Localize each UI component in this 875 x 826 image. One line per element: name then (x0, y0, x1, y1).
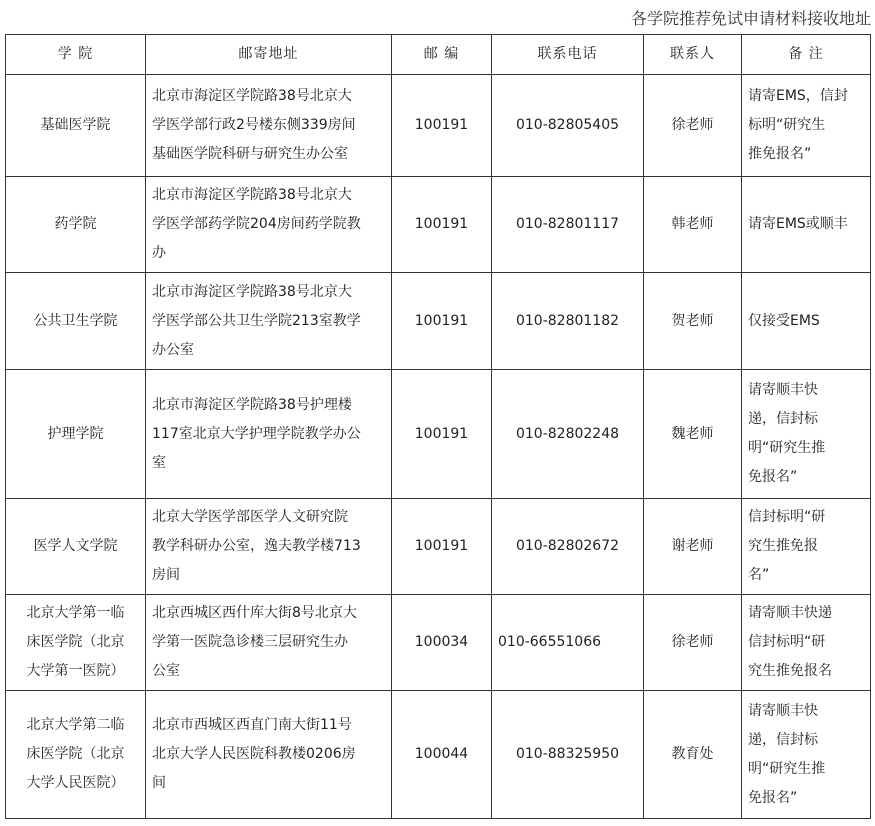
table-row (6, 499, 871, 595)
table-row (6, 177, 871, 273)
address-line: 学医学部药学院204房间药学院教 (152, 216, 361, 232)
contact-cell: 徐老师 (644, 595, 742, 691)
college-cell (6, 370, 146, 499)
note-line: 请寄顺丰快递 (748, 605, 832, 621)
college-line: 大学人民医院） (26, 775, 125, 791)
header-note: 备 注 (742, 35, 871, 75)
header-postcode: 邮 编 (392, 35, 492, 75)
postcode-cell: 100191 (392, 273, 492, 370)
phone-cell: 010-82802248 (492, 370, 644, 499)
table-row (6, 595, 871, 691)
college-line: 公共卫生学院 (33, 312, 118, 329)
note-line: 明“研究生推 (748, 760, 826, 777)
postcode-cell: 100191 (392, 370, 492, 499)
address-line: 学第一医院急诊楼三层研究生办 (152, 634, 348, 650)
note-line: 请寄顺丰快 (748, 382, 818, 398)
address-line: 北京大学人民医院科教楼0206房 (152, 746, 356, 762)
note-cell (742, 273, 871, 370)
note-line: 仅接受EMS (748, 312, 820, 329)
address-line: 北京市海淀区学院路38号北京大 (152, 88, 352, 104)
phone-cell: 010-82805405 (492, 75, 644, 177)
note-line: 究生推免报名 (748, 663, 832, 679)
table-row (6, 370, 871, 499)
college-line: 北京大学第一临 (26, 605, 125, 621)
note-line: 免报名” (748, 469, 798, 485)
note-line: 名” (748, 567, 770, 583)
college-line: 药学院 (54, 216, 97, 232)
college-cell (6, 691, 146, 819)
phone-cell: 010-82801117 (492, 177, 644, 273)
college-cell (6, 177, 146, 273)
postcode-cell: 100191 (392, 75, 492, 177)
college-line: 护理学院 (47, 425, 104, 442)
address-cell (146, 595, 392, 691)
note-cell (742, 75, 871, 177)
table-row (6, 273, 871, 370)
college-cell (6, 75, 146, 177)
college-line: 床医学院（北京 (26, 746, 125, 762)
table-header-row (6, 35, 871, 75)
address-cell (146, 499, 392, 595)
header-address: 邮寄地址 (146, 35, 392, 75)
contact-cell: 贺老师 (644, 273, 742, 370)
address-line: 办 (152, 245, 166, 261)
address-table (5, 34, 871, 819)
contact-cell: 韩老师 (644, 177, 742, 273)
address-cell (146, 691, 392, 819)
address-cell (146, 370, 392, 499)
note-line: 信封标明“研 (748, 634, 826, 650)
contact-cell: 谢老师 (644, 499, 742, 595)
address-line: 房间 (152, 567, 180, 583)
contact-cell: 魏老师 (644, 370, 742, 499)
contact-cell: 徐老师 (644, 75, 742, 177)
college-line: 大学第一医院） (26, 663, 125, 679)
college-line: 床医学院（北京 (26, 634, 125, 650)
college-line: 北京大学第二临 (26, 717, 125, 733)
note-line: 递，信封标 (748, 411, 818, 427)
college-cell (6, 273, 146, 370)
address-line: 学医学部行政2号楼东侧339房间 (152, 117, 356, 133)
note-line: 推免报名” (748, 146, 812, 162)
address-line: 北京市西城区西直门南大街11号 (152, 717, 352, 733)
address-line: 北京市海淀区学院路38号北京大 (152, 283, 352, 300)
page-title: 各学院推荐免试申请材料接收地址 (630, 9, 871, 28)
note-line: 免报名” (748, 789, 798, 806)
phone-cell: 010-88325950 (492, 691, 644, 819)
address-line: 教学科研办公室，逸夫教学楼713 (152, 538, 361, 554)
college-line: 基础医学院 (40, 117, 111, 133)
contact-cell: 教育处 (644, 691, 742, 819)
note-line: 究生推免报 (748, 538, 818, 554)
header-phone: 联系电话 (492, 35, 644, 75)
header-college: 学 院 (6, 35, 146, 75)
note-line: 请寄顺丰快 (748, 702, 818, 719)
address-line: 办公室 (152, 341, 194, 358)
college-cell (6, 595, 146, 691)
address-line: 间 (152, 775, 166, 791)
address-line: 公室 (152, 663, 180, 679)
address-line: 北京西城区西什库大街8号北京大 (152, 605, 357, 621)
postcode-cell: 100034 (392, 595, 492, 691)
address-line: 北京市海淀区学院路38号北京大 (152, 187, 352, 203)
note-line: 请寄EMS，信封 (748, 88, 848, 104)
college-line: 医学人文学院 (33, 538, 118, 554)
note-line: 请寄EMS或顺丰 (748, 216, 848, 232)
address-line: 基础医学院科研与研究生办公室 (152, 146, 348, 162)
address-cell (146, 75, 392, 177)
note-cell (742, 691, 871, 819)
postcode-cell: 100044 (392, 691, 492, 819)
note-cell (742, 499, 871, 595)
postcode-cell: 100191 (392, 177, 492, 273)
address-cell (146, 177, 392, 273)
header-contact: 联系人 (644, 35, 742, 75)
address-line: 北京市海淀区学院路38号护理楼 (152, 396, 352, 413)
phone-cell: 010-82801182 (492, 273, 644, 370)
phone-cell: 010-66551066 (492, 595, 644, 691)
note-line: 标明“研究生 (748, 117, 826, 133)
address-line: 室 (152, 454, 166, 471)
address-line: 学医学部公共卫生学院213室教学 (152, 312, 361, 329)
note-cell (742, 595, 871, 691)
address-line: 北京大学医学部医学人文研究院 (152, 509, 348, 525)
table-row (6, 691, 871, 819)
note-line: 明“研究生推 (748, 440, 826, 456)
note-cell (742, 177, 871, 273)
address-cell (146, 273, 392, 370)
college-cell (6, 499, 146, 595)
address-line: 117室北京大学护理学院教学办公 (152, 425, 361, 442)
note-line: 信封标明“研 (748, 509, 826, 525)
phone-cell: 010-82802672 (492, 499, 644, 595)
table-row (6, 75, 871, 177)
note-cell (742, 370, 871, 499)
note-line: 递，信封标 (748, 731, 818, 748)
postcode-cell: 100191 (392, 499, 492, 595)
